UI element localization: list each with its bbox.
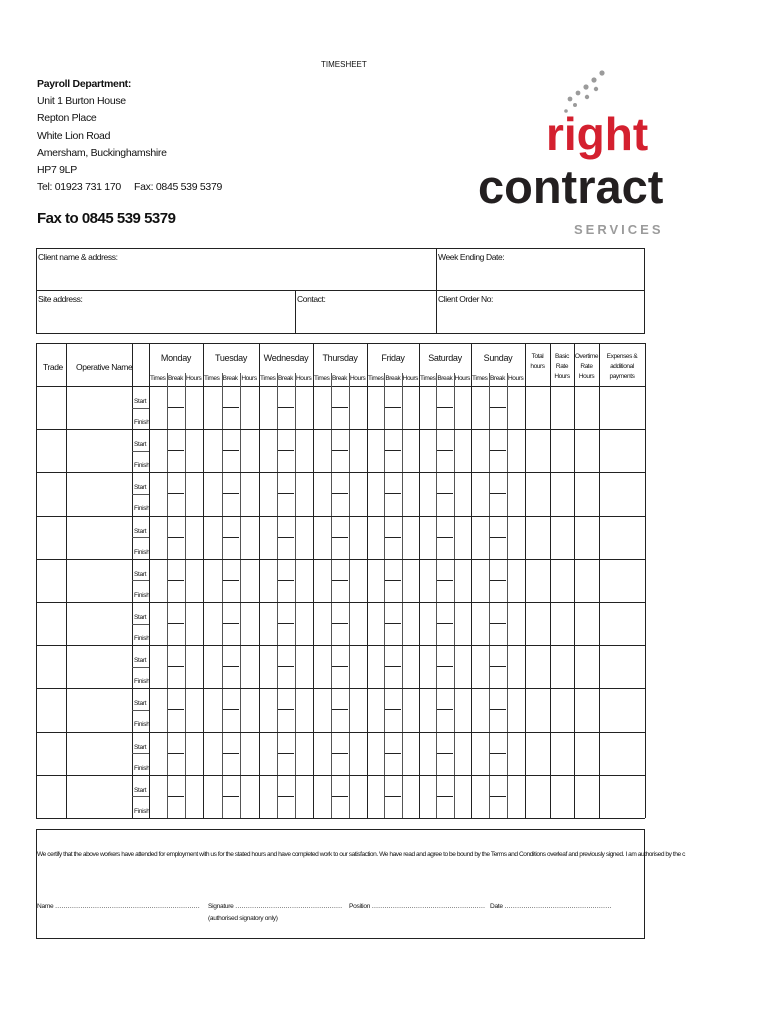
start-finish-divider — [132, 494, 149, 495]
table-row — [36, 688, 645, 689]
day-header-thursday: Thursday — [322, 353, 358, 363]
signature-field[interactable]: Signature …………………………………………… — [208, 903, 343, 910]
grid-subline — [167, 373, 168, 818]
start-finish-divider — [132, 580, 149, 581]
day-header-monday: Monday — [160, 353, 192, 363]
break-mark — [332, 709, 348, 710]
break-mark — [437, 709, 452, 710]
subheader-hours: Hours — [454, 375, 470, 382]
address-line: Repton Place — [37, 112, 97, 125]
subheader-break: Break — [490, 375, 505, 382]
expenses-header: Expenses & — [606, 353, 638, 360]
break-mark — [332, 580, 348, 581]
break-mark — [490, 407, 506, 408]
break-mark — [332, 537, 348, 538]
break-mark — [385, 623, 400, 624]
overtime-rate-hours-header: Overtime — [574, 353, 599, 360]
break-mark — [437, 407, 452, 408]
break-mark — [437, 537, 452, 538]
grid-subline — [454, 373, 455, 818]
start-finish-divider — [132, 451, 149, 452]
break-mark — [168, 537, 184, 538]
start-finish-divider — [132, 537, 149, 538]
table-row — [36, 602, 645, 603]
grid-line — [66, 343, 67, 818]
client-order-no-field[interactable]: Client Order No: — [438, 294, 494, 304]
break-mark — [332, 623, 348, 624]
break-mark — [168, 623, 184, 624]
trade-header: Trade — [43, 362, 63, 372]
grid-subline — [489, 373, 490, 818]
break-mark — [490, 580, 506, 581]
table-row — [36, 472, 645, 473]
finish-label: Finish — [134, 764, 150, 772]
payroll-address-block — [37, 76, 222, 196]
start-label: Start — [134, 570, 147, 578]
finish-label: Finish — [134, 462, 150, 470]
subheader-break: Break — [332, 375, 347, 382]
start-finish-divider — [132, 796, 149, 797]
week-ending-date-field[interactable]: Week Ending Date: — [438, 252, 505, 262]
grid-line — [471, 343, 472, 818]
break-mark — [223, 666, 240, 667]
start-label: Start — [134, 743, 147, 751]
grid-border — [645, 343, 646, 818]
grid-border — [36, 818, 645, 819]
basic-rate-hours-header: Basic — [555, 353, 569, 360]
break-mark — [437, 580, 452, 581]
start-label: Start — [134, 527, 147, 535]
break-mark — [385, 450, 400, 451]
overtime-rate-hours-header: Rate — [580, 363, 593, 370]
start-finish-divider — [132, 667, 149, 668]
start-label: Start — [134, 484, 147, 492]
address-line: White Lion Road — [37, 129, 111, 142]
table-row — [36, 645, 645, 646]
break-mark — [278, 666, 294, 667]
divider — [36, 290, 645, 291]
grid-subline — [384, 373, 385, 818]
break-mark — [437, 753, 452, 754]
break-mark — [278, 709, 294, 710]
break-mark — [168, 709, 184, 710]
expenses-header: payments — [609, 373, 635, 380]
break-mark — [437, 623, 452, 624]
grid-line — [550, 343, 551, 818]
break-mark — [223, 537, 240, 538]
fax-to-heading: Fax to 0845 539 5379 — [37, 210, 176, 227]
break-mark — [168, 753, 184, 754]
start-label: Start — [134, 441, 147, 449]
break-mark — [278, 623, 294, 624]
table-row — [36, 516, 645, 517]
signature-note: (authorised signatory only) — [208, 915, 278, 922]
grid-line — [259, 343, 260, 818]
name-field[interactable]: Name …………………………………………………………… — [37, 903, 200, 910]
subheader-break: Break — [222, 375, 238, 382]
grid-subline — [240, 373, 241, 818]
break-mark — [223, 450, 240, 451]
certification-statement: We certify that the above workers have attended for employment with us for the stated hours and have completed work to our satisfaction. We have read and agree to be bound by the Terms and Conditions overleaf and previously signed. I am authorised by the c — [37, 851, 685, 858]
subheader-hours: Hours — [241, 375, 257, 382]
break-mark — [437, 666, 452, 667]
grid-border — [36, 386, 645, 387]
start-label: Start — [134, 657, 147, 665]
grid-line — [149, 343, 150, 818]
break-mark — [332, 666, 348, 667]
subheader-times: Times — [150, 375, 166, 382]
finish-label: Finish — [134, 505, 150, 513]
address-heading: Payroll Department: — [37, 78, 132, 90]
table-row — [36, 429, 645, 430]
grid-border — [36, 343, 37, 818]
grid-subline — [349, 373, 350, 818]
basic-rate-hours-header: Hours — [554, 373, 570, 380]
start-finish-divider — [132, 624, 149, 625]
subheader-times: Times — [472, 375, 488, 382]
address-line: HP7 9LP — [37, 164, 77, 177]
client-info-box — [36, 248, 645, 334]
total-hours-header: hours — [530, 363, 545, 370]
subheader-hours: Hours — [350, 375, 366, 382]
break-mark — [437, 450, 452, 451]
logo-word-contract: contract — [478, 160, 664, 213]
break-mark — [332, 450, 348, 451]
break-mark — [332, 753, 348, 754]
break-mark — [490, 796, 506, 797]
grid-line — [367, 343, 368, 818]
break-mark — [223, 580, 240, 581]
break-mark — [437, 796, 452, 797]
subheader-hours: Hours — [186, 375, 202, 382]
break-mark — [278, 796, 294, 797]
finish-label: Finish — [134, 721, 150, 729]
break-mark — [385, 537, 400, 538]
break-mark — [168, 450, 184, 451]
break-mark — [490, 666, 506, 667]
break-mark — [332, 493, 348, 494]
break-mark — [168, 666, 184, 667]
day-header-tuesday: Tuesday — [214, 353, 248, 363]
grid-subline — [277, 373, 278, 818]
divider — [295, 290, 296, 334]
basic-rate-hours-header: Rate — [555, 363, 569, 370]
break-mark — [278, 753, 294, 754]
start-finish-divider — [132, 408, 149, 409]
break-mark — [490, 493, 506, 494]
break-mark — [332, 407, 348, 408]
telephone: Tel: 01923 731 170 — [37, 181, 121, 194]
day-header-wednesday: Wednesday — [263, 353, 309, 363]
subheader-times: Times — [420, 375, 436, 382]
page-title: TIMESHEET — [321, 60, 367, 69]
break-mark — [168, 796, 184, 797]
subheader-times: Times — [204, 375, 220, 382]
divider — [436, 248, 437, 334]
phone-fax-line — [37, 179, 222, 196]
subheader-break: Break — [385, 375, 401, 382]
finish-label: Finish — [134, 419, 150, 426]
break-mark — [385, 709, 400, 710]
table-row — [36, 559, 645, 560]
grid-line — [313, 343, 314, 818]
subheader-hours: Hours — [296, 375, 312, 382]
finish-label: Finish — [134, 807, 150, 815]
subheader-times: Times — [368, 375, 384, 382]
break-mark — [278, 450, 294, 451]
finish-label: Finish — [134, 635, 150, 642]
client-name-address-field[interactable]: Client name & address: — [38, 252, 118, 262]
grid-subline — [295, 373, 296, 818]
address-line: Unit 1 Burton House — [37, 95, 126, 108]
logo-word-right: right — [546, 108, 649, 160]
logo-dots — [564, 70, 604, 112]
table-row — [36, 775, 645, 776]
start-finish-divider — [132, 710, 149, 711]
total-hours-header: Total — [531, 353, 544, 360]
break-mark — [168, 493, 184, 494]
break-mark — [168, 580, 184, 581]
break-mark — [223, 796, 240, 797]
start-label: Start — [134, 786, 147, 794]
subheader-hours: Hours — [508, 375, 524, 382]
break-mark — [223, 493, 240, 494]
start-label: Start — [134, 398, 147, 405]
break-mark — [223, 623, 240, 624]
day-header-saturday: Saturday — [428, 353, 462, 363]
break-mark — [278, 580, 294, 581]
break-mark — [437, 493, 452, 494]
break-mark — [385, 407, 400, 408]
subheader-break: Break — [168, 375, 183, 382]
subheader-hours: Hours — [402, 375, 418, 382]
break-mark — [223, 709, 240, 710]
finish-label: Finish — [134, 548, 150, 556]
grid-subline — [436, 373, 437, 818]
subheader-times: Times — [260, 375, 276, 382]
subheader-break: Break — [278, 375, 293, 382]
start-label: Start — [134, 700, 147, 708]
grid-line — [525, 343, 526, 818]
site-address-field[interactable]: Site address: — [38, 294, 83, 304]
operative-name-header: Operative Name — [76, 362, 133, 372]
break-mark — [490, 450, 506, 451]
grid-subline — [402, 373, 403, 818]
break-mark — [223, 753, 240, 754]
break-mark — [385, 493, 400, 494]
grid-line — [419, 343, 420, 818]
grid-subline — [507, 373, 508, 818]
certification-box — [36, 829, 685, 939]
day-header-friday: Friday — [381, 353, 405, 363]
grid-line — [574, 343, 575, 818]
day-header-sunday: Sunday — [483, 353, 513, 363]
break-mark — [490, 753, 506, 754]
break-mark — [168, 407, 184, 408]
break-mark — [332, 796, 348, 797]
break-mark — [385, 666, 400, 667]
contact-field[interactable]: Contact: — [297, 294, 326, 304]
break-mark — [490, 623, 506, 624]
grid-subline — [222, 373, 223, 818]
address-line: Amersham, Buckinghamshire — [37, 146, 167, 159]
grid-line — [203, 343, 204, 818]
table-row — [36, 732, 645, 733]
expenses-header: additional — [610, 363, 634, 370]
finish-label: Finish — [134, 591, 150, 599]
grid-subline — [185, 373, 186, 818]
start-finish-divider — [132, 753, 149, 754]
overtime-rate-hours-header: Hours — [578, 373, 595, 380]
break-mark — [385, 796, 400, 797]
fax-number: Fax: 0845 539 5379 — [134, 181, 223, 194]
break-mark — [223, 407, 240, 408]
right-contract-logo — [478, 68, 664, 238]
break-mark — [490, 537, 506, 538]
break-mark — [385, 753, 400, 754]
grid-subline — [331, 373, 332, 818]
position-field[interactable]: Position ……………………………………………… — [349, 903, 485, 910]
break-mark — [278, 493, 294, 494]
grid-border — [36, 343, 645, 344]
date-field[interactable]: Date …………………………………………… — [490, 903, 612, 910]
start-label: Start — [134, 614, 147, 621]
break-mark — [385, 580, 400, 581]
break-mark — [278, 537, 294, 538]
finish-label: Finish — [134, 678, 150, 686]
break-mark — [490, 709, 506, 710]
break-mark — [278, 407, 294, 408]
subheader-times: Times — [314, 375, 330, 382]
subheader-break: Break — [437, 375, 453, 382]
logo-word-services: SERVICES — [574, 222, 664, 237]
grid-line — [599, 343, 600, 818]
